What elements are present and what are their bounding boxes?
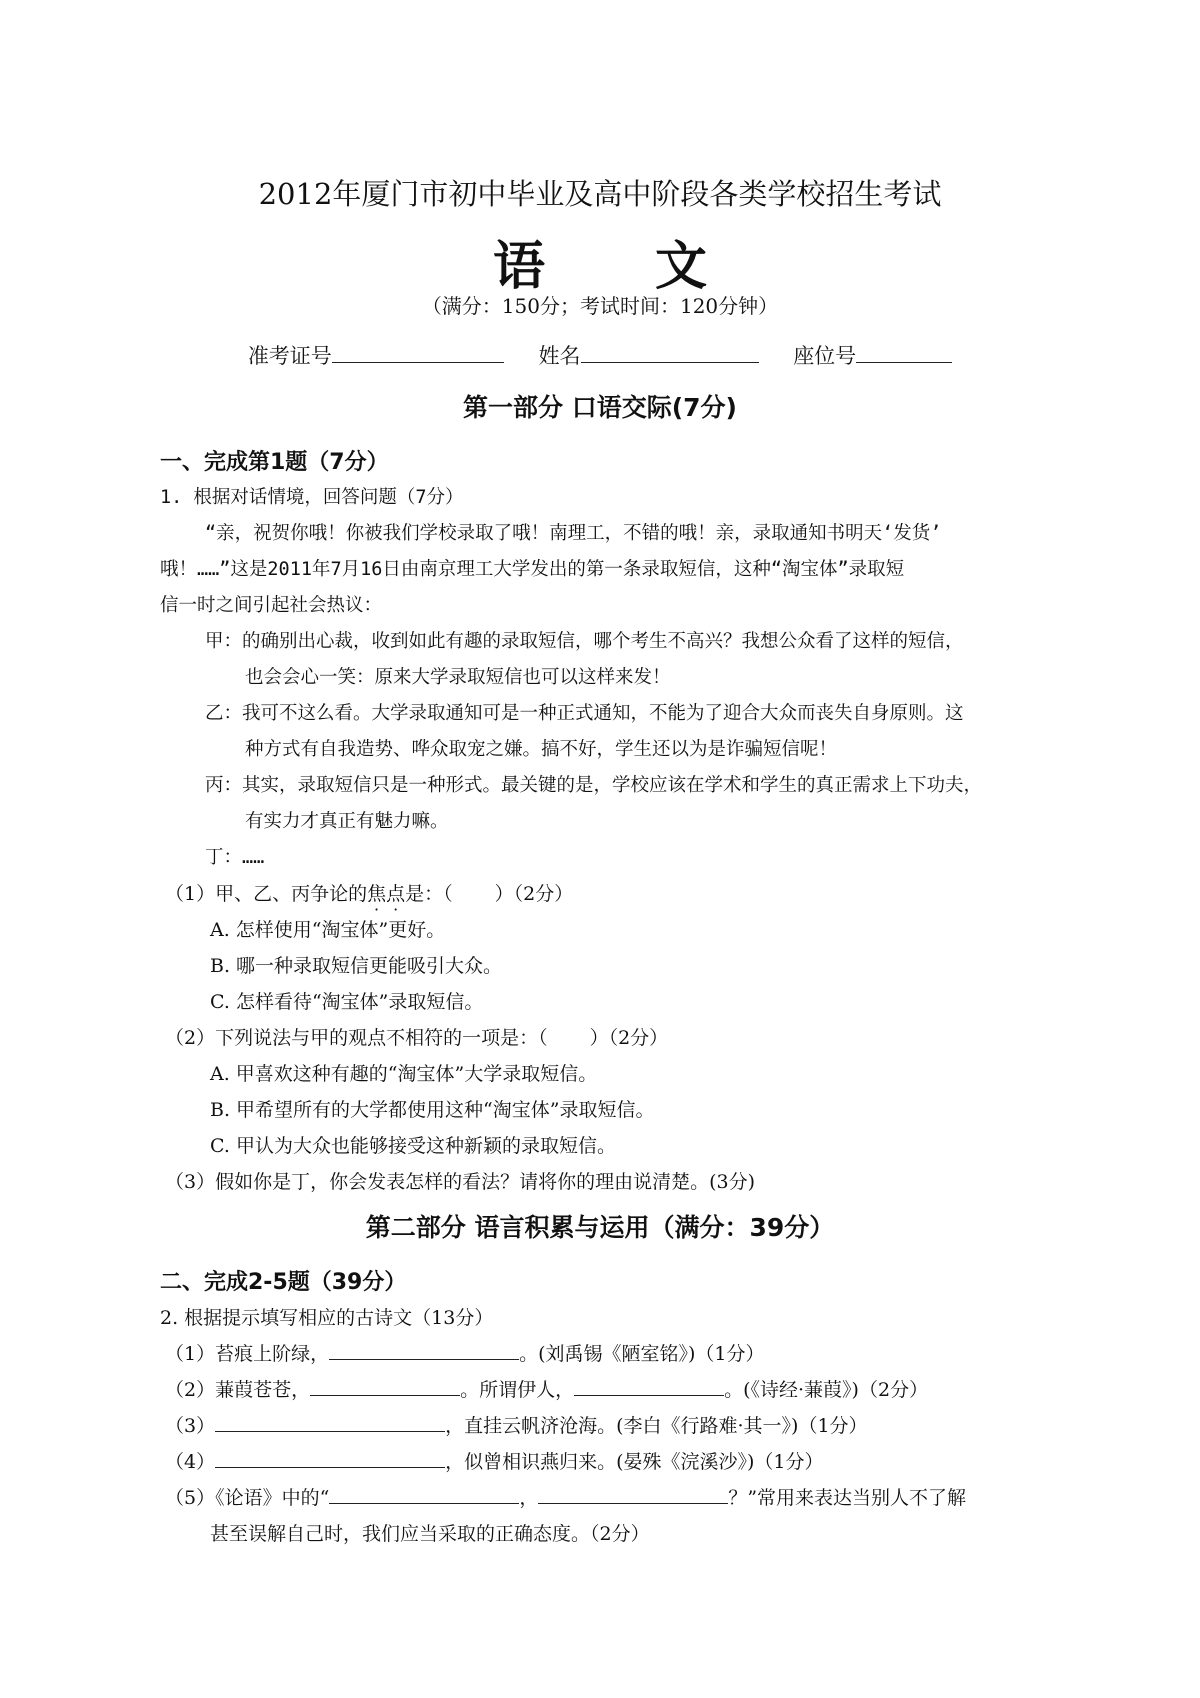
fill-item-5-continued: 甚至误解自己时，我们应当采取的正确态度。（2分） <box>210 1523 650 1545</box>
option-2b: B. 甲希望所有的大学都使用这种“淘宝体”录取短信。 <box>210 1099 655 1121</box>
sub-question-2-score: ）（2分） <box>589 1027 669 1049</box>
passage-line-1: “亲，祝贺你哦！你被我们学校录取了哦！南理工，不错的哦！亲，录取通知书明天‘发货’ <box>205 523 942 544</box>
exam-title: 2012年厦门市初中毕业及高中阶段各类学校招生考试 <box>258 177 942 211</box>
fill-item-1-source: 。(刘禹锡《陋室铭》)（1分） <box>519 1343 765 1365</box>
fill-blank[interactable] <box>574 1377 724 1396</box>
fill-blank[interactable] <box>538 1485 728 1504</box>
subject-char-2: 文 <box>655 236 708 297</box>
fill-item-2-source: 。(《诗经·蒹葭》)（2分） <box>724 1379 929 1401</box>
seat-blank[interactable] <box>856 342 952 363</box>
fill-item-5 <box>165 1483 966 1510</box>
sub-question-2-text: （2）下列说法与甲的观点不相符的一项是：（ <box>165 1027 548 1049</box>
fill-item-2 <box>165 1375 928 1402</box>
sub-question-1-text: 是：（ <box>405 883 453 905</box>
part1-heading: 第一部分 口语交际(7分) <box>463 393 737 422</box>
option-2c: C. 甲认为大众也能够接受这种新颖的录取短信。 <box>210 1135 616 1157</box>
fill-item-3-number: （3） <box>165 1415 216 1437</box>
sub-question-1 <box>165 879 573 906</box>
part2-heading: 第二部分 语言积累与运用（满分：39分） <box>365 1213 835 1242</box>
speaker-jia-line-1: 甲：的确别出心裁，收到如此有趣的录取短信，哪个考生不高兴？我想公众看了这样的短信， <box>205 631 964 652</box>
emphasis-char: 点 <box>386 883 406 905</box>
sub-question-1-score: ）（2分） <box>494 883 574 905</box>
speaker-ding: 丁：…… <box>205 847 265 868</box>
speaker-yi-line-2: 种方式有自我造势、哗众取宠之嫌。搞不好，学生还以为是诈骗短信呢！ <box>245 739 838 760</box>
subject-title <box>0 224 1200 299</box>
fill-item-3 <box>165 1411 868 1438</box>
question-1: 1. 根据对话情境，回答问题（7分） <box>160 487 464 508</box>
passage-line-2: 哦！……”这是2011年7月16日由南京理工大学发出的第一条录取短信，这种“淘宝体”录取短 <box>160 559 905 580</box>
fill-item-1-text: （1）苔痕上阶绿， <box>165 1343 330 1365</box>
fill-item-4-number: （4） <box>165 1451 216 1473</box>
name-label: 姓名 <box>538 344 581 368</box>
exam-meta: （满分：150分；考试时间：120分钟） <box>421 294 779 318</box>
sub-question-1-text: （1）甲、乙、丙争论的 <box>165 883 368 905</box>
subject-char-1: 语 <box>492 236 545 297</box>
section-1-heading: 一、完成第1题（7分） <box>160 450 389 475</box>
fill-blank[interactable] <box>329 1341 519 1360</box>
speaker-bing-line-2: 有实力才真正有魅力嘛。 <box>245 811 449 832</box>
fill-item-2-text: （2）蒹葭苍苍， <box>165 1379 311 1401</box>
fill-blank[interactable] <box>215 1449 445 1468</box>
candidate-info <box>0 340 1200 370</box>
fill-item-2-text: 。所谓伊人， <box>460 1379 575 1401</box>
fill-item-4-text: ，似曾相识燕归来。(晏殊《浣溪沙》)（1分） <box>445 1451 824 1473</box>
emphasis-char: 焦 <box>367 883 387 905</box>
fill-item-1 <box>165 1339 765 1366</box>
option-1c: C. 怎样看待“淘宝体”录取短信。 <box>210 991 484 1013</box>
sub-question-2 <box>165 1023 668 1050</box>
exam-no-blank[interactable] <box>332 342 504 363</box>
speaker-yi-line-1: 乙：我可不这么看。大学录取通知可是一种正式通知，不能为了迎合大众而丧失自身原则。这 <box>205 703 964 724</box>
sub-question-3: （3）假如你是丁，你会发表怎样的看法？请将你的理由说清楚。(3分) <box>165 1171 756 1193</box>
section-2-heading: 二、完成2-5题（39分） <box>160 1270 407 1295</box>
fill-item-5-text: （5）《论语》中的“ <box>165 1487 330 1509</box>
fill-item-5-text: ， <box>519 1487 539 1509</box>
speaker-jia-line-2: 也会会心一笑：原来大学录取短信也可以这样来发！ <box>245 667 671 688</box>
fill-blank[interactable] <box>215 1413 445 1432</box>
name-blank[interactable] <box>581 342 759 363</box>
question-2: 2. 根据提示填写相应的古诗文（13分） <box>160 1307 494 1329</box>
option-1b: B. 哪一种录取短信更能吸引大众。 <box>210 955 503 977</box>
fill-item-3-text: ，直挂云帆济沧海。(李白《行路难·其一》)（1分） <box>445 1415 868 1437</box>
option-2a: A. 甲喜欢这种有趣的“淘宝体”大学录取短信。 <box>210 1063 598 1085</box>
fill-blank[interactable] <box>310 1377 460 1396</box>
exam-no-label: 准考证号 <box>247 344 332 368</box>
speaker-bing-line-1: 丙：其实，录取短信只是一种形式。最关键的是，学校应该在学术和学生的真正需求上下功夫， <box>205 775 983 796</box>
seat-label: 座位号 <box>793 344 857 368</box>
passage-line-3: 信一时之间引起社会热议： <box>160 595 383 616</box>
fill-blank[interactable] <box>329 1485 519 1504</box>
fill-item-4 <box>165 1447 824 1474</box>
option-1a: A. 怎样使用“淘宝体”更好。 <box>210 919 446 941</box>
fill-item-5-text: ？”常用来表达当别人不了解 <box>728 1487 967 1509</box>
